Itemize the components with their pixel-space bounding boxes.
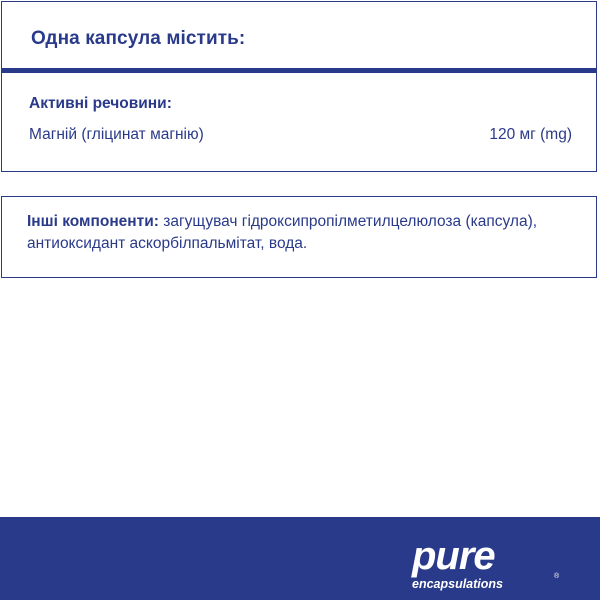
registered-mark: ® (554, 573, 560, 580)
brand-logo-sub: encapsulations (412, 577, 503, 591)
ingredient-amount: 120 мг (mg) (489, 126, 572, 143)
other-components-list: загущувач гідроксипропілметилцелюлоза (капсула), антиоксидант аскорбілпальмітат, вода. (27, 213, 538, 252)
brand-logo-main: pure (412, 534, 495, 578)
brand-logo (408, 531, 568, 591)
other-components-box (1, 196, 597, 278)
ingredient-name: Магній (гліцинат магнію) (29, 126, 204, 143)
other-components-text (27, 211, 577, 255)
title-divider (2, 68, 596, 73)
other-components-label: Інші компоненти: (27, 213, 159, 230)
capsule-contents-box (1, 1, 597, 172)
active-ingredients-label: Активні речовини: (29, 95, 172, 112)
brand-footer (0, 517, 600, 600)
capsule-contents-title: Одна капсула містить: (31, 28, 246, 49)
